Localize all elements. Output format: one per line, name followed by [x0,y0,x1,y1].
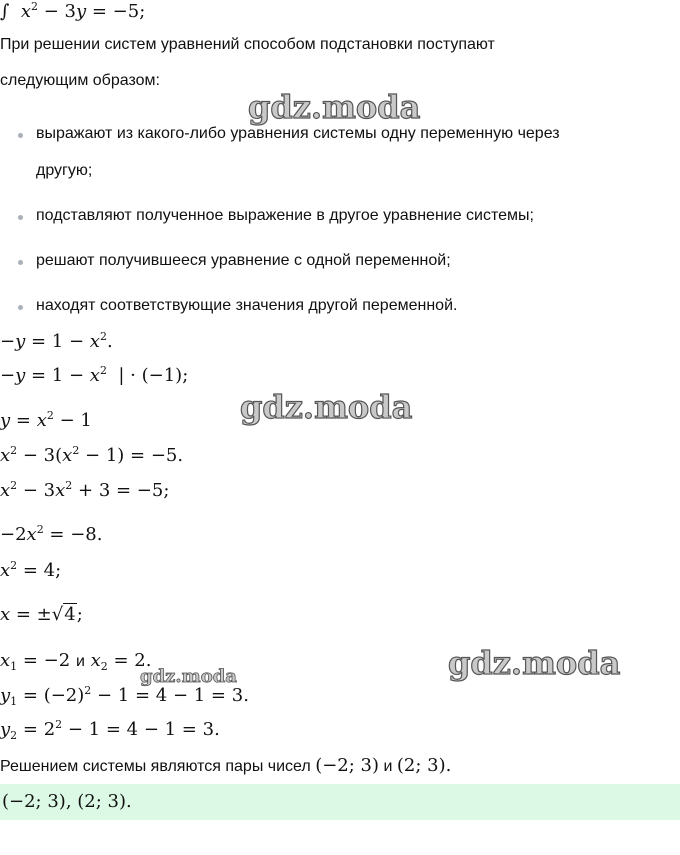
bullet-dot [18,305,23,310]
summary-line: Решением системы являются пары чисел (−2; 3) и (2; 3). [0,755,452,776]
equation-line-roots: $x_1 = -2$ и $x_2 = 2$. [0,650,152,673]
watermark-logo-small: gdz.moda [140,666,237,687]
equation-line: $y_2 = 2^2 - 1 = 4 - 1 = 3$. [0,718,220,742]
equation-line-system: ∫ $x^2 - 3y = -5$; [0,0,146,22]
equation-line: $x^2 = 4$; [0,559,62,581]
intro-text-line-2: следующим образом: [0,72,160,89]
bullet-dot [18,260,23,265]
watermark-logo: gdz.moda [248,88,421,126]
equation-line: $x^2 - 3(x^2 - 1) = -5$. [0,444,184,466]
bullet-dot [18,215,23,220]
equation-line: x = ±√4; [0,604,83,625]
list-item: выражают из какого-либо уравнения системы одну переменную через [36,125,560,142]
equation-line: $y = x^2 - 1$ [0,409,92,431]
watermark-logo: gdz.moda [240,388,413,426]
list-item: находят соответствующие значения другой переменной. [36,297,458,314]
list-item: подставляют полученное выражение в другое уравнение системы; [36,207,534,224]
intro-text-line-1: При решении систем уравнений способом подстановки поступают [0,36,495,53]
equation-line: $x^2 - 3x^2 + 3 = -5$; [0,479,170,501]
list-item: решают получившееся уравнение с одной переменной; [36,252,451,269]
equation-line: $-y = 1 - x^2$ | · (−1); [0,364,189,386]
bullet-dot [18,133,23,138]
answer-text: (−2; 3), (2; 3). [2,791,132,812]
watermark-logo: gdz.moda [448,644,621,682]
equation-line: $-2x^2 = -8$. [0,523,103,545]
answer-box [0,784,680,820]
equation-line: $y_1 = (-2)^2 - 1 = 4 - 1 = 3$. [0,684,249,708]
equation-line: $-y = 1 - x^2$. [0,330,113,352]
list-item-continuation: другую; [36,162,93,179]
